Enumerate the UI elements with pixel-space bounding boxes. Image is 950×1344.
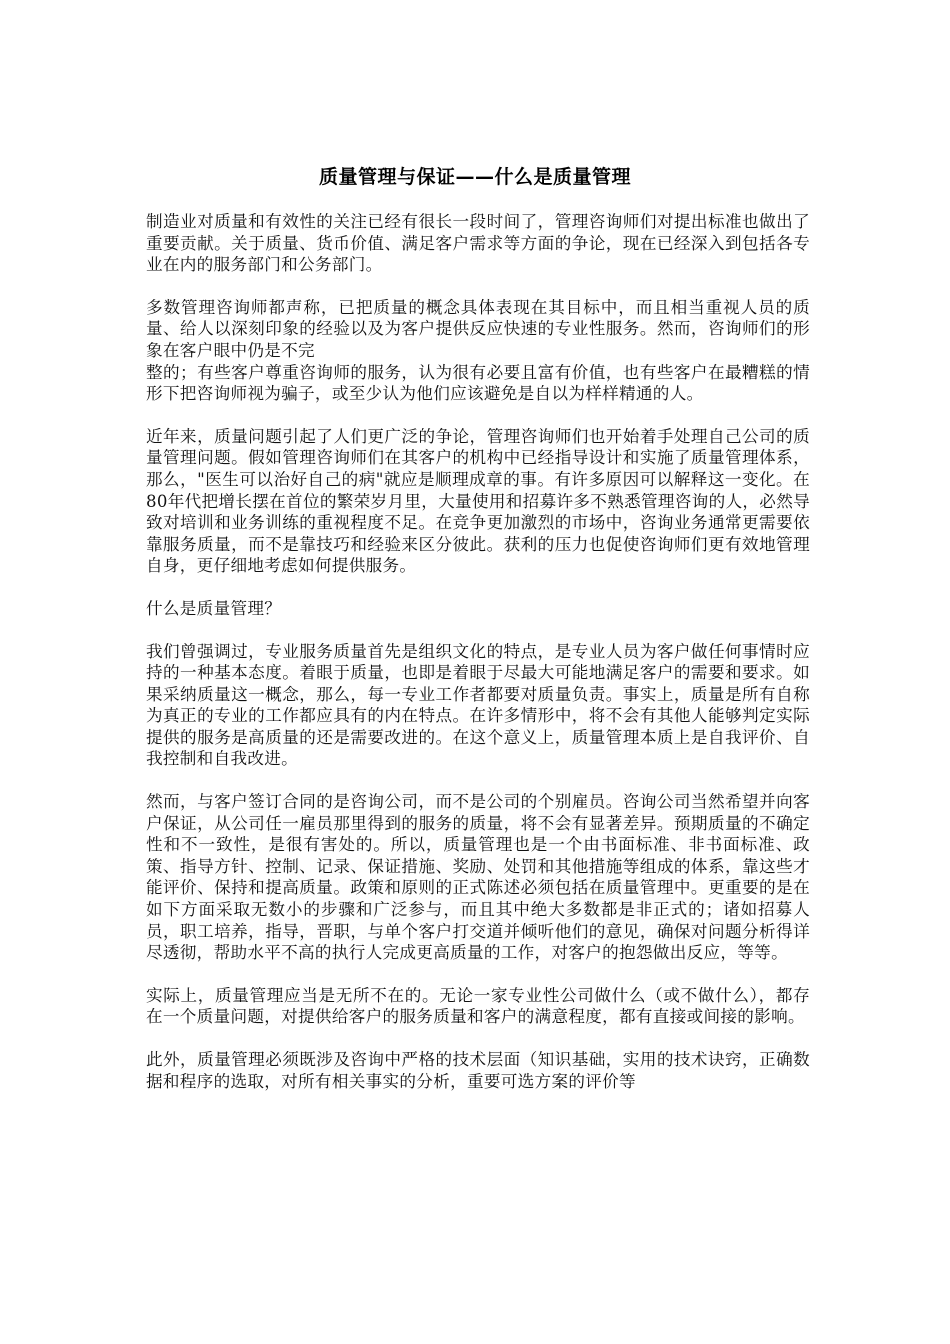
- paragraph: 实际上，质量管理应当是无所不在的。无论一家专业性公司做什么（或不做什么），都存在一个质量问题，对提供给客户的服务质量和客户的满意程度，都有直接或间接的影响。: [146, 985, 810, 1027]
- paragraph: 此外，质量管理必须既涉及咨询中严格的技术层面（知识基础，实用的技术诀窍，正确数据和程序的选取，对所有相关事实的分析，重要可选方案的评价等: [146, 1050, 810, 1091]
- paragraph: 近年来，质量问题引起了人们更广泛的争论，管理咨询师们也开始着手处理自己公司的质量管理问题。假如管理咨询师们在其客户的机构中已经指导设计和实施了质量管理体系，那么，"医生可以治好自己的病"就应是顺理成章的事。有许多原因可以解释这一变化。在80年代把增长摆在首位的繁荣岁月里，大量使用和招募许多不熟悉管理咨询的人，必然导致对培训和业务训练的重视程度不足。在竞争更加激烈的市场中，咨询业务通常更需要依靠服务质量，而不是靠技巧和经验来区分彼此。获利的压力也促使咨询师们更有效地管理自身，更仔细地考虑如何提供服务。: [146, 426, 810, 576]
- document-body: [146, 211, 810, 1113]
- document-title: 质量管理与保证——什么是质量管理: [318, 166, 631, 188]
- paragraph: 然而，与客户签订合同的是咨询公司，而不是公司的个别雇员。咨询公司当然希望并向客户保证，从公司任一雇员那里得到的服务的质量，将不会有显著差异。预期质量的不确定性和不一致性，是很有害处的。所以，质量管理也是一个由书面标准、非书面标准、政策、指导方针、控制、记录、保证措施、奖励、处罚和其他措施等组成的体系，靠这些才能评价、保持和提高质量。政策和原则的正式陈述必须包括在质量管理中。更重要的是在如下方面采取无数小的步骤和广泛参与，而且其中绝大多数都是非正式的；诸如招募人员，职工培养，指导，晋职，与单个客户打交道并倾听他们的意见，确保对问题分析得详尽透彻，帮助水平不高的执行人完成更高质量的工作，对客户的抱怨做出反应，等等。: [146, 792, 810, 963]
- paragraph: 多数管理咨询师都声称，已把质量的概念具体表现在其目标中，而且相当重视人员的质量、给人以深刻印象的经验以及为客户提供反应快速的专业性服务。然而，咨询师们的形象在客户眼中仍是不完 整的；有些客户尊重咨询师的服务，认为很有必要且富有价值，也有些客户在最糟糕的情形下把咨询师视为骗子，或至少认为他们应该避免是自以为样样精通的人。: [146, 297, 810, 404]
- paragraph: 制造业对质量和有效性的关注已经有很长一段时间了，管理咨询师们对提出标准也做出了重要贡献。关于质量、货币价值、满足客户需求等方面的争论，现在已经深入到包括各专业在内的服务部门和公务部门。: [146, 212, 810, 275]
- section-heading: 什么是质量管理？: [146, 598, 282, 618]
- paragraph: 我们曾强调过，专业服务质量首先是组织文化的特点，是专业人员为客户做任何事情时应持的一种基本态度。着眼于质量，也即是着眼于尽最大可能地满足客户的需要和要求。如果采纳质量这一概念，那么，每一专业工作者都要对质量负责。事实上，质量是所有自称为真正的专业的工作都应具有的内在特点。在许多情形中，将不会有其他人能够判定实际提供的服务是高质量的还是需要改进的。在这个意义上，质量管理本质上是自我评价、自我控制和自我改进。: [146, 641, 810, 769]
